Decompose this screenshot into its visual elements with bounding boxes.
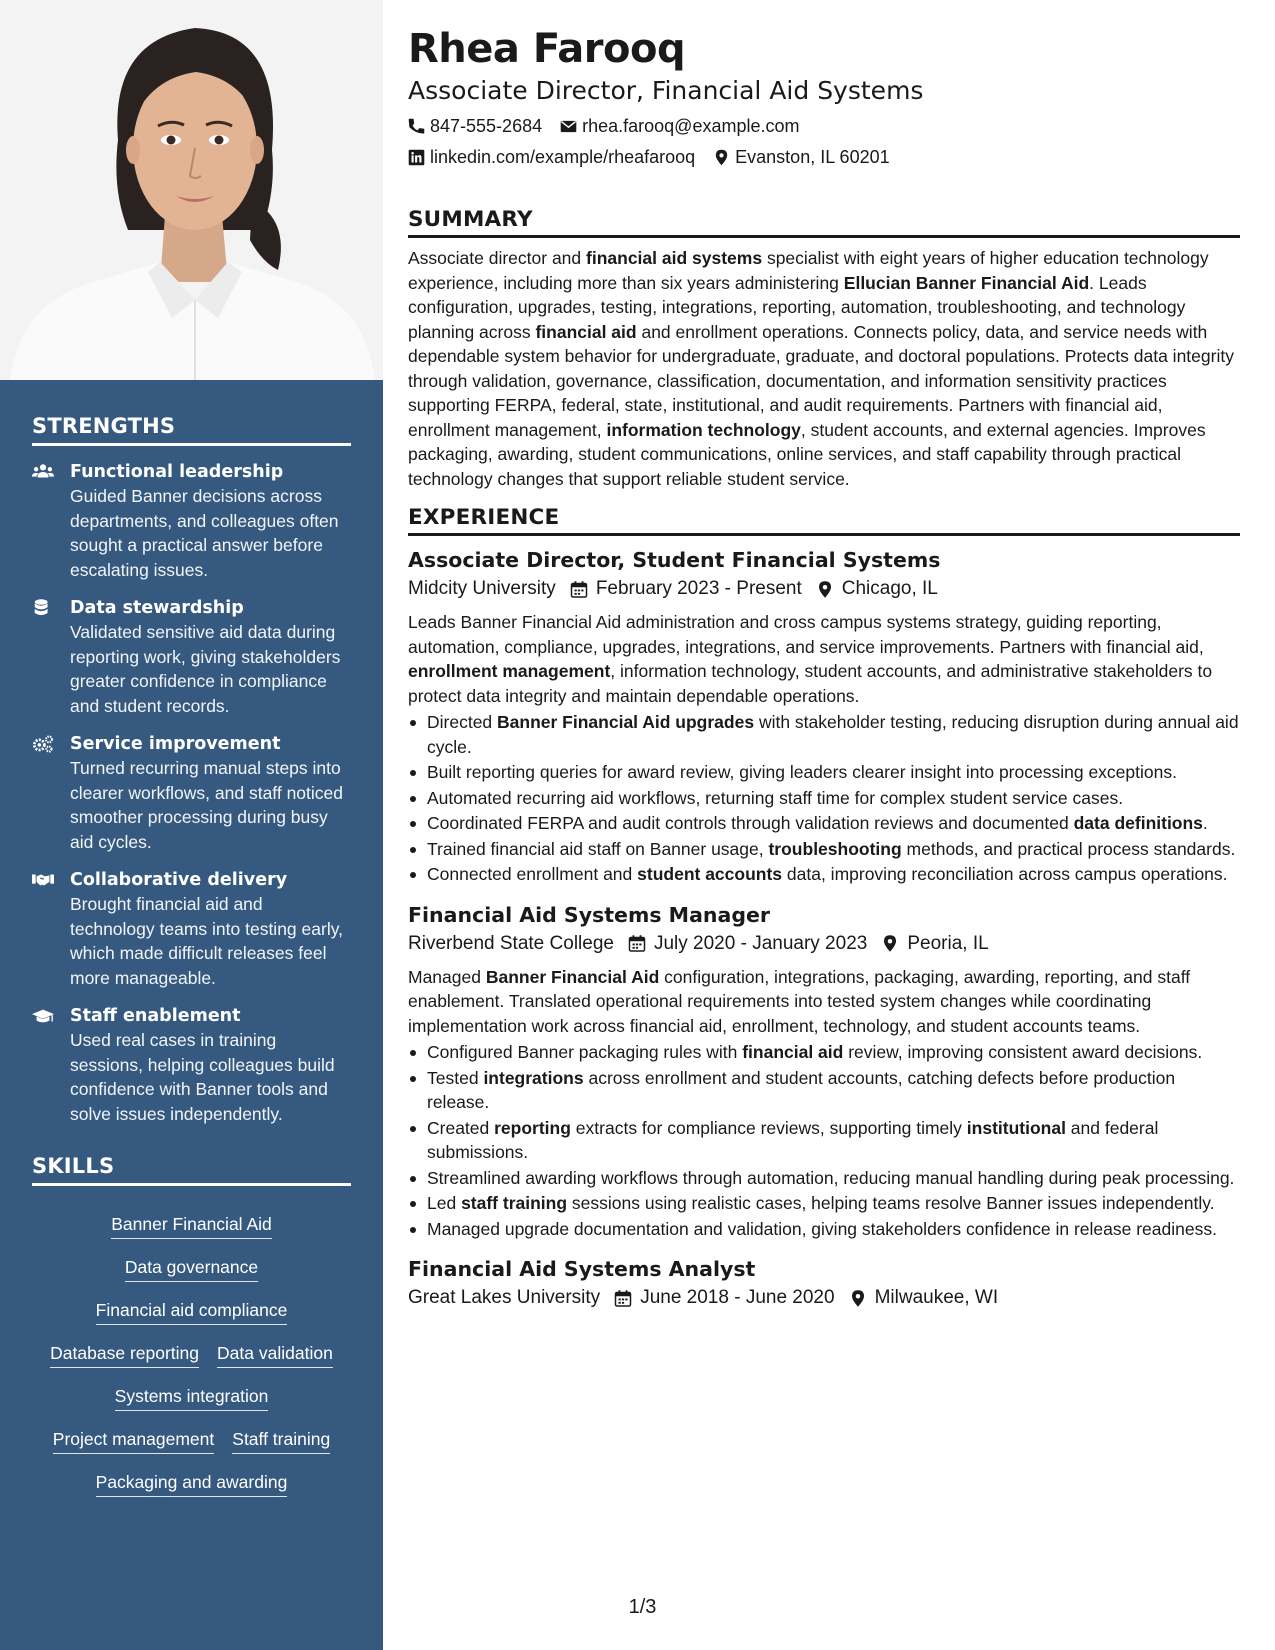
phone-icon xyxy=(408,118,425,135)
bullet-item: Coordinated FERPA and audit controls through validation reviews and documented data definitions. xyxy=(408,811,1240,836)
location-pin-icon xyxy=(849,1289,867,1308)
calendar-icon xyxy=(570,580,588,599)
job-bullets xyxy=(408,710,1240,887)
job-entry xyxy=(408,546,1240,887)
job-location: Peoria, IL xyxy=(907,932,989,954)
linkedin-icon xyxy=(408,149,425,166)
contact-location xyxy=(713,143,889,171)
strength-title: Service improvement xyxy=(70,734,281,754)
skill-tag: Staff training xyxy=(232,1427,330,1454)
skills-list xyxy=(32,1196,351,1497)
users-icon xyxy=(32,460,70,582)
bullet-item: Built reporting queries for award review, giving leaders clearer insight into processing exceptions. xyxy=(408,760,1240,785)
gears-icon xyxy=(32,732,70,854)
strength-desc: Guided Banner decisions across departments, and colleagues often sought a practical answer before escalating issues. xyxy=(70,486,339,580)
job-org: Great Lakes University xyxy=(408,1287,601,1308)
strengths-heading: STRENGTHS xyxy=(32,414,351,446)
job-entry xyxy=(408,1255,1240,1313)
graduation-cap-icon xyxy=(32,1004,70,1126)
job-title: Associate Director, Student Financial Systems xyxy=(408,548,941,572)
job-dates: July 2020 - January 2023 xyxy=(653,932,868,954)
job-dates: February 2023 - Present xyxy=(595,578,802,599)
linkedin-text: linkedin.com/example/rheafarooq xyxy=(430,147,696,167)
job-entry xyxy=(408,901,1240,1242)
candidate-name: Rhea Farooq xyxy=(408,26,686,72)
skill-tag: Banner Financial Aid xyxy=(111,1212,272,1239)
sidebar-panel xyxy=(0,380,383,1650)
contact-phone[interactable] xyxy=(408,112,542,140)
calendar-icon xyxy=(614,1289,632,1308)
bullet-item: Trained financial aid staff on Banner usage, troubleshooting methods, and practical process standards. xyxy=(408,837,1240,862)
strength-item xyxy=(32,868,351,990)
job-meta xyxy=(408,574,1240,604)
job-dates: June 2018 - June 2020 xyxy=(640,1287,835,1308)
strength-item xyxy=(32,1004,351,1126)
handshake-icon xyxy=(32,868,70,990)
skill-tag: Database reporting xyxy=(50,1341,199,1368)
profile-photo xyxy=(0,0,383,380)
page-number: 1/3 xyxy=(628,1596,657,1618)
summary-heading: SUMMARY xyxy=(408,207,1240,238)
strength-item xyxy=(32,460,351,582)
skill-tag: Financial aid compliance xyxy=(96,1298,288,1325)
database-icon xyxy=(32,596,70,718)
candidate-role: Associate Director, Financial Aid Systems xyxy=(408,76,924,105)
skill-tag: Systems integration xyxy=(115,1384,269,1411)
strength-desc: Validated sensitive aid data during reporting work, giving stakeholders greater confidence in compliance and student records. xyxy=(70,622,341,716)
main-content xyxy=(408,0,1240,1313)
envelope-icon xyxy=(560,118,577,135)
location-pin-icon xyxy=(713,149,730,166)
contact-row xyxy=(408,112,1240,140)
summary-text: Associate director and financial aid systems specialist with eight years of higher education technology experience, including more than six years administering Ellucian Banner Financial Aid. Leads configuration, upgrades, testing, integrations, reporting, automation, troubleshooting, and technology planning across financial aid and enrollment operations. Connects policy, data, and service needs with dependable system behavior for undergraduate, graduate, and doctoral populations. Protects data integrity through validation, governance, classification, documentation, and information sensitivity practices supporting FERPA, federal, state, institutional, and audit requirements. Partners with financial aid, enrollment management, information technology, student accounts, and external agencies. Improves packaging, awarding, student communications, online services, and staff capability through practical technology changes that support reliable student service. xyxy=(408,248,1234,489)
job-bullets xyxy=(408,1040,1240,1241)
job-title: Financial Aid Systems Manager xyxy=(408,902,771,927)
skill-tag: Project management xyxy=(53,1427,214,1454)
strength-item xyxy=(32,596,351,718)
strength-title: Staff enablement xyxy=(70,1006,241,1026)
bullet-item: Configured Banner packaging rules with financial aid review, improving consistent award decisions. xyxy=(408,1040,1240,1065)
bullet-item: Led staff training sessions using realistic cases, helping teams resolve Banner issues independently. xyxy=(408,1191,1240,1216)
phone-text: 847-555-2684 xyxy=(430,116,543,136)
job-org: Midcity University xyxy=(408,578,556,599)
contact-linkedin[interactable] xyxy=(408,143,695,171)
strength-title: Collaborative delivery xyxy=(70,870,288,890)
strength-desc: Used real cases in training sessions, helping colleagues build confidence with Banner tools and solve issues independently. xyxy=(70,1030,335,1124)
strength-desc: Turned recurring manual steps into clearer workflows, and staff noticed smoother processing during busy aid cycles. xyxy=(70,758,344,852)
job-title: Financial Aid Systems Analyst xyxy=(408,1257,756,1281)
contact-row xyxy=(408,143,1240,171)
contact-email[interactable] xyxy=(560,112,799,140)
strength-title: Data stewardship xyxy=(70,598,244,618)
bullet-item: Directed Banner Financial Aid upgrades with stakeholder testing, reducing disruption during annual aid cycle. xyxy=(408,710,1240,759)
bullet-item: Tested integrations across enrollment and student accounts, catching defects before production release. xyxy=(408,1066,1240,1115)
email-text: rhea.farooq@example.com xyxy=(582,116,800,136)
strength-title: Functional leadership xyxy=(70,462,284,482)
location-pin-icon xyxy=(881,934,899,953)
job-org: Riverbend State College xyxy=(408,932,614,954)
sidebar xyxy=(0,0,383,1650)
bullet-item: Streamlined awarding workflows through automation, reducing manual handling during peak processing. xyxy=(408,1166,1240,1191)
calendar-icon xyxy=(628,934,646,953)
strength-desc: Brought financial aid and technology teams into testing early, which made difficult releases feel more manageable. xyxy=(70,894,344,988)
job-meta xyxy=(408,1283,1240,1313)
bullet-item: Created reporting extracts for compliance reviews, supporting timely institutional and federal submissions. xyxy=(408,1116,1240,1165)
portrait-illustration xyxy=(0,0,383,380)
skills-heading: SKILLS xyxy=(32,1154,351,1186)
job-description: Managed Banner Financial Aid configuration, integrations, packaging, awarding, reporting, and staff enablement. Translated operational requirements into tested system changes while coordinating implementation work across financial aid, enrollment, technology, and student accounts teams. xyxy=(408,966,1191,1036)
skill-tag: Packaging and awarding xyxy=(96,1470,288,1497)
experience-heading: EXPERIENCE xyxy=(408,505,1240,536)
bullet-item: Connected enrollment and student accounts data, improving reconciliation across campus operations. xyxy=(408,862,1240,887)
job-location: Milwaukee, WI xyxy=(874,1287,999,1308)
location-pin-icon xyxy=(816,580,834,599)
skill-tag: Data governance xyxy=(125,1255,258,1282)
bullet-item: Managed upgrade documentation and validation, giving stakeholders confidence in release readiness. xyxy=(408,1217,1240,1242)
job-meta xyxy=(408,929,1240,959)
strength-item xyxy=(32,732,351,854)
skill-tag: Data validation xyxy=(217,1341,333,1368)
job-description: Leads Banner Financial Aid administration and cross campus systems strategy, guiding reporting, automation, compliance, upgrades, integrations, and service improvements. Partners with financial aid, enrollment management, information technology, student accounts, and administrative stakeholders to protect data integrity and maintain dependable operations. xyxy=(408,612,1213,706)
location-text: Evanston, IL 60201 xyxy=(735,147,890,167)
bullet-item: Automated recurring aid workflows, returning staff time for complex student service cases. xyxy=(408,786,1240,811)
job-location: Chicago, IL xyxy=(841,578,938,599)
